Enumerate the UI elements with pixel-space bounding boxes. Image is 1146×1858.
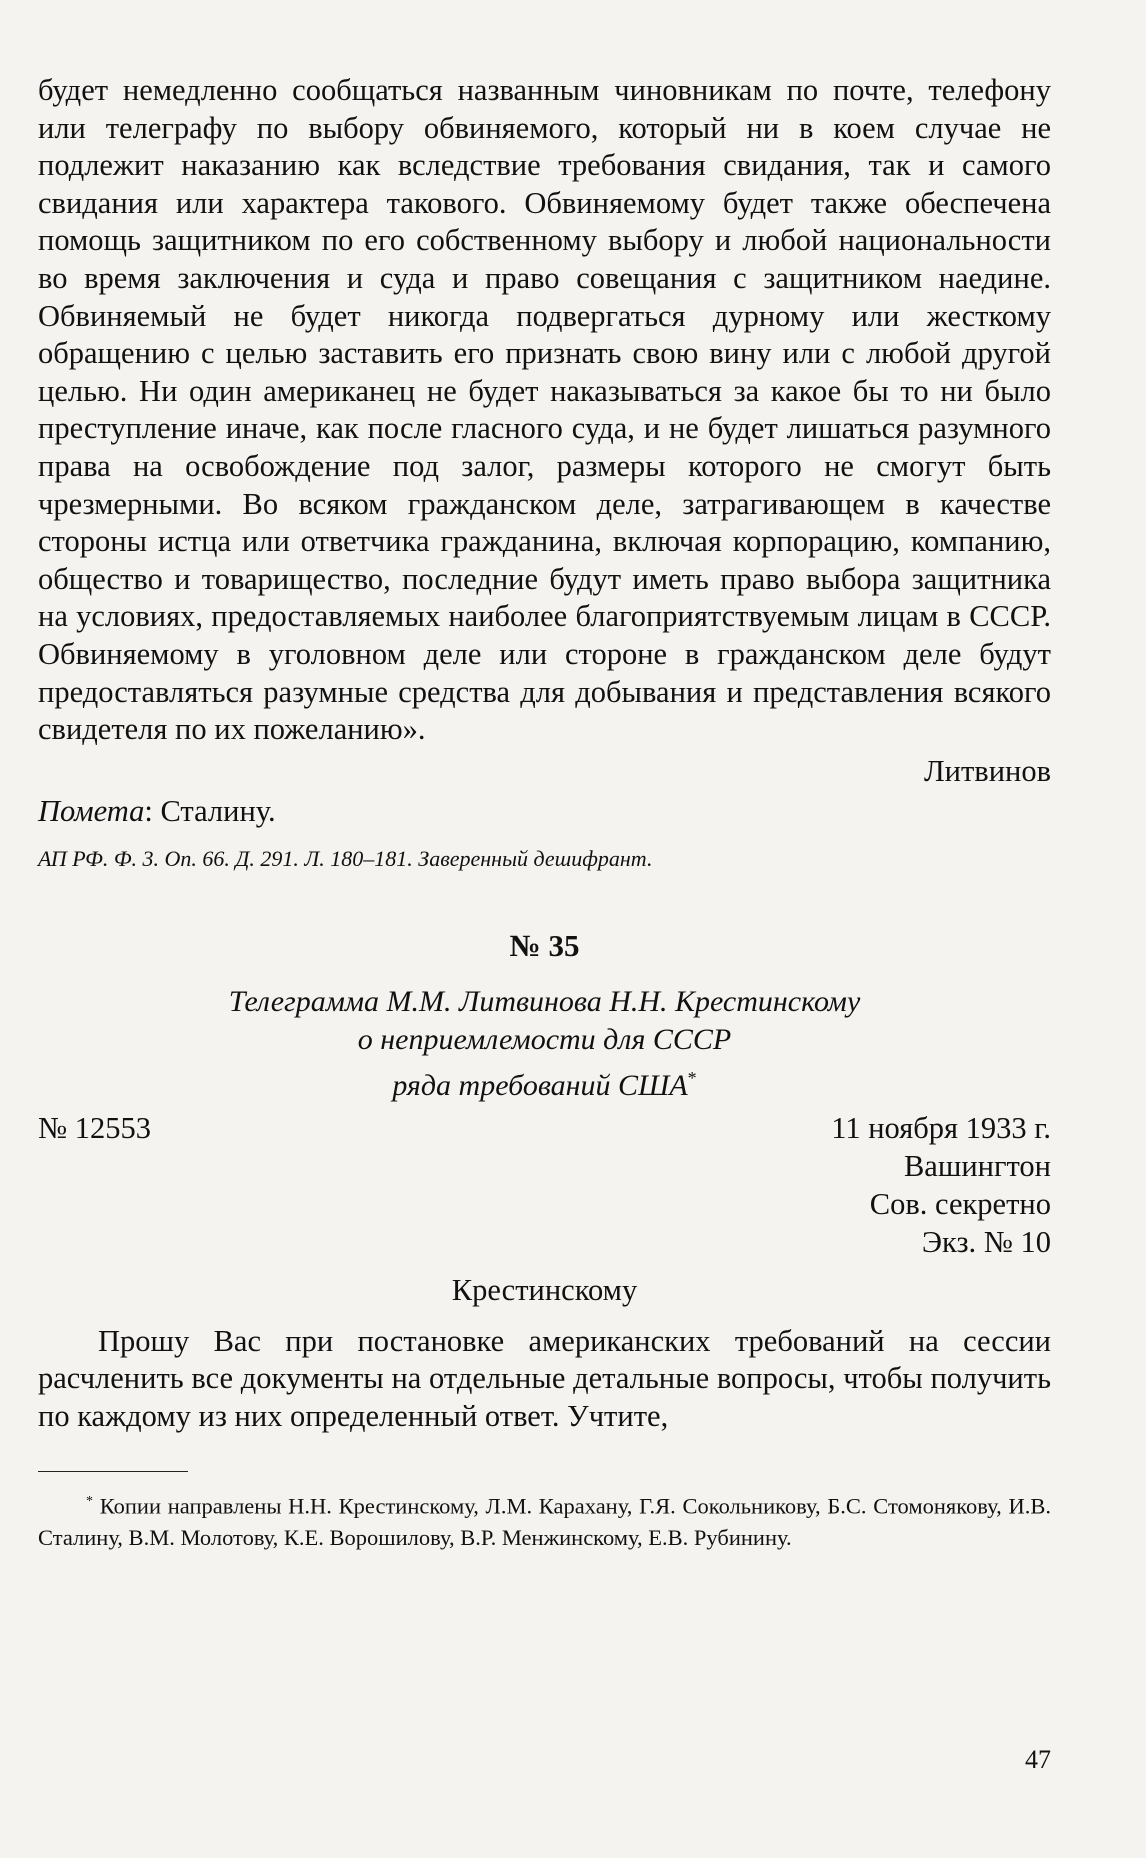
document-title-line-3 (38, 1059, 1051, 1105)
document-title-line-3-text: ряда требований США (392, 1068, 688, 1102)
footnote-mark: * (86, 1494, 93, 1510)
pometa (38, 791, 1051, 831)
archive-reference: АП РФ. Ф. 3. Оп. 66. Д. 291. Л. 180–181. Заверенный дешифрант. (38, 845, 653, 871)
document-title-line-1: Телеграмма М.М. Литвинова Н.Н. Крестинскому (228, 984, 861, 1018)
pometa-label: Помета (38, 793, 145, 828)
footnote-marker: * (687, 1067, 697, 1088)
document-place: Вашингтон (903, 1148, 1051, 1183)
signature: Литвинов (923, 753, 1051, 788)
document-number: № 35 (509, 927, 580, 963)
document-title-line-2: о неприемлемости для СССР (357, 1022, 732, 1056)
meta-row (38, 1109, 1051, 1147)
addressee: Крестинскому (451, 1272, 638, 1307)
footnote-text: Копии направлены Н.Н. Крестинскому, Л.М. Карахану, Г.Я. Сокольникову, Б.С. Стомонякову, И.В. Сталину, В.М. Молотову, К.Е. Ворошилову, В.Р. Менжинскому, Е.В. Рубинину. (38, 1493, 1051, 1550)
classification-stamp: Сов. секретно (869, 1186, 1051, 1221)
document-date: 11 ноября 1933 г. (831, 1110, 1051, 1145)
footnote (38, 1486, 1051, 1553)
opening-paragraph: будет немедленно сообщаться названным чиновникам по почте, телефону или телеграфу по выбору обвиняемого, который ни в коем случае не подлежит наказанию как вследствие требования свидания, так и самого свидания или характера такового. Обвиняемому будет также обеспечена помощь защитником по его собственному выбору и любой национальности во время заключения и суда и право совещания с защитником наедине. Обвиняемый не будет никогда подвергаться дурному или жесткому обращению с целью заставить его признать свою вину или с любой другой целью. Ни один американец не будет наказываться за какое бы то ни было преступление иначе, как после гласного суда, и не будет лишаться разумного права на освобождение под залог, размеры которого не смогут быть чрезмерными. Во всяком гражданском деле, затрагивающем в качестве стороны истца или ответчика гражданина, включая корпорацию, компанию, общество и товарищество, последние будут иметь право выбора защитника на условиях, предоставляемых наиболее благоприятствуемым лицам в СССР. Обвиняемому в уголовном деле или стороне в гражданском деле будут предоставляться разумные средства для добывания и представления всякого свидетеля по их пожеланию». (38, 73, 1051, 747)
page-number: 47 (1025, 1745, 1051, 1774)
footnote-divider (38, 1471, 188, 1472)
copy-number: Экз. № 10 (921, 1224, 1051, 1259)
telegram-body: Прошу Вас при постановке американских требований на сессии расчленить все документы на отдельные детальные вопросы, чтобы получить по каждому из них определенный ответ. Учтите, (38, 1323, 1051, 1433)
registration-number: № 12553 (38, 1110, 151, 1145)
pometa-text: : Сталину. (144, 793, 276, 828)
